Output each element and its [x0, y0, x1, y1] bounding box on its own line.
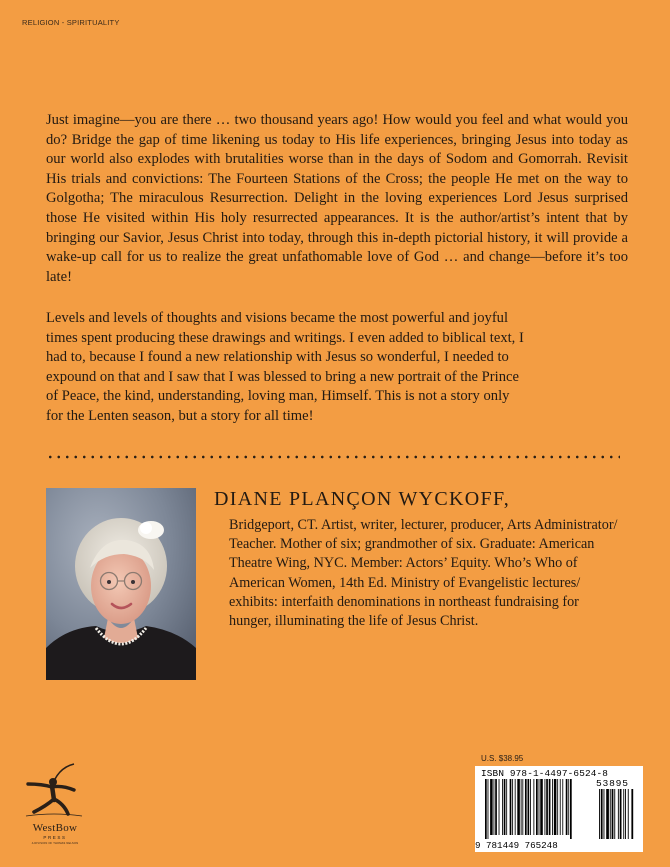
leaping-figure-icon — [24, 762, 86, 822]
ean-digits: 9 781449 765248 — [475, 840, 558, 851]
blurb-text-1: Just imagine—you are there … two thousand years ago! How would you feel and what would you do? Bridge the gap of time likening us today to His life experiences, bringing Jesus into today as our world also explodes with brutalities worse than in the days of Sodom and Gomorrah. Revisit His trials and convictions: The Fourteen Stations of the Cross; the people He met on the way to Golgotha; The miraculous Resurrection. Delight in the loving experiences Lord Jesus surprised those He visited within His holy resurrected appearances. It is the author/artist’s intent that by bringing our Savior, Jesus Christ into today, through this in-depth pictorial history, it will provide a wake-up call for us to realize the great unfathomable love of God … and change—before it’s too late! — [46, 112, 628, 285]
blurb-paragraph-2 — [46, 309, 526, 427]
isbn-label: ISBN 978-1-4497-6524-8 — [481, 768, 609, 779]
author-bio: Bridgeport, CT. Artist, writer, lecturer, producer, Arts Administrator/ Teacher. Mother of six; grandmother of six. Graduate: American Theatre Wing, NYC. Member: Actors’ Equity. Who’s Who of American Women, 14th Ed. Ministry of Evangelistic lectures/ exhibits: interfaith denominations in northeast fundraising for hunger, illuminating the life of Jesus Christ. — [229, 517, 618, 630]
category-label: RELIGION - SPIRITUALITY — [22, 18, 120, 27]
publisher-imprint: PRESS — [43, 835, 67, 840]
dotted-divider — [46, 454, 620, 460]
isbn-barcode — [475, 766, 643, 852]
price-label: U.S. $38.95 — [481, 754, 524, 763]
publisher-name: WestBow — [32, 822, 78, 834]
author-name: DIANE PLANÇON WYCKOFF, — [214, 488, 511, 510]
addon-code: 53895 — [596, 778, 629, 789]
barcode-bars — [479, 779, 641, 841]
publisher-tagline: A DIVISION OF THOMAS NELSON — [31, 842, 79, 845]
blurb-text-2: Levels and levels of thoughts and visions became the most powerful and joyful times spent producing these drawings and writings. I even added to biblical text, I had to, because I found a new relationship with Jesus so wonderful, I needed to expound on that and I saw that I was blessed to bring a new portrait of the Prince of Peace, the kind, understanding, loving man, Himself. This is not a story only for the Lenten season, but a story for all time! — [46, 310, 524, 424]
author-photo — [46, 488, 196, 680]
publisher-logo — [24, 762, 124, 862]
blurb-paragraph-1 — [46, 111, 628, 287]
